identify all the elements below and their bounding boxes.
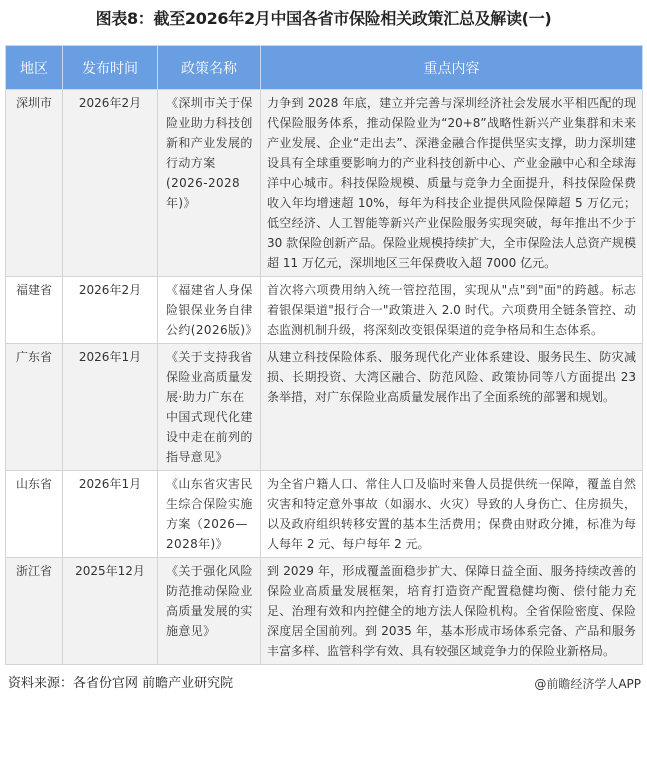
content-cell: 为全省户籍人口、常住人口及临时来鲁人员提供统一保障，覆盖自然灾害和特定意外事故（如溺水、火灾）导致的人身伤亡、住房损失，以及政府组织转移安置的基本生活费用；保费由财政分摊，标准为每人每年 2 元、每户每年 2 元。 [261, 471, 643, 558]
policy-cell: 《山东省灾害民生综合保险实施方案（2026—2028年)》 [158, 471, 261, 558]
table-row [6, 558, 643, 665]
policy-cell: 《关于强化风险防范推动保险业高质量发展的实施意见》 [158, 558, 261, 665]
header-date: 发布时间 [63, 46, 158, 90]
region-cell: 山东省 [6, 471, 63, 558]
policy-cell: 《福建省人身保险银保业务自律公约(2026版)》 [158, 277, 261, 344]
content-cell: 首次将六项费用纳入统一管控范围，实现从"点"到"面"的跨越。标志着银保渠道"报行合一"政策进入 2.0 时代。六项费用全链条管控、动态监测机制升级，将深刻改变银保渠道的竞争格局和生态体系。 [261, 277, 643, 344]
content-cell: 到 2029 年，形成覆盖面稳步扩大、保障日益全面、服务持续改善的保险业高质量发展框架，培育打造资产配置稳健均衡、偿付能力充足、治理有效和内控健全的地方法人保险机构。全省保险密度、保险深度居全国前列。到 2035 年，基本形成市场体系完备、产品和服务丰富多样、监管科学有效、具有较强区域竞争力的保险业新格局。 [261, 558, 643, 665]
content-cell: 从建立科技保险体系、服务现代化产业体系建设、服务民生、防灾减损、长期投资、大湾区融合、防范风险、政策协同等八方面提出 23 条举措，对广东保险业高质量发展作出了全面系统的部署和规划。 [261, 344, 643, 471]
source-note: 资料来源：各省份官网 前瞻产业研究院 [8, 676, 234, 691]
date-cell: 2026年2月 [63, 277, 158, 344]
region-cell: 浙江省 [6, 558, 63, 665]
page-title: 图表8：截至2026年2月中国各省市保险相关政策汇总及解读(一) [95, 9, 552, 28]
region-cell: 福建省 [6, 277, 63, 344]
region-cell: 广东省 [6, 344, 63, 471]
date-cell: 2026年1月 [63, 344, 158, 471]
table-row [6, 90, 643, 277]
header-policy: 政策名称 [158, 46, 261, 90]
table-row [6, 344, 643, 471]
app-credit: @前瞻经济学人APP [534, 677, 641, 691]
region-cell: 深圳市 [6, 90, 63, 277]
table-header [6, 46, 643, 90]
footer [0, 665, 647, 703]
date-cell: 2025年12月 [63, 558, 158, 665]
content-cell: 力争到 2028 年底，建立并完善与深圳经济社会发展水平相匹配的现代保险服务体系，推动保险业为“20+8”战略性新兴产业集群和未来产业发展、企业“走出去”、深港金融合作提供坚实支撑，助力深圳建设具有全球重要影响力的产业科技创新中心、产业金融中心和全球海洋中心城市。科技保险规模、质量与竞争力全面提升，科技保险保费收入年均增速超 10%，每年为科技企业提供风险保障超 5 万亿元；低空经济、人工智能等新兴产业保险服务实现突破，每年推出不少于 30 款保险创新产品。保险业规模持续扩大，全市保险法人总资产规模超 11 万亿元，深圳地区三年保费收入超 7000 亿元。 [261, 90, 643, 277]
header-region: 地区 [6, 46, 63, 90]
table-row [6, 471, 643, 558]
policy-table [5, 45, 643, 665]
policy-cell: 《深圳市关于保险业助力科技创新和产业发展的行动方案(2026-2028年)》 [158, 90, 261, 277]
header-content: 重点内容 [261, 46, 643, 90]
date-cell: 2026年1月 [63, 471, 158, 558]
table-row [6, 277, 643, 344]
policy-cell: 《关于支持我省保险业高质量发展·助力广东在中国式现代化建设中走在前列的指导意见》 [158, 344, 261, 471]
date-cell: 2026年2月 [63, 90, 158, 277]
